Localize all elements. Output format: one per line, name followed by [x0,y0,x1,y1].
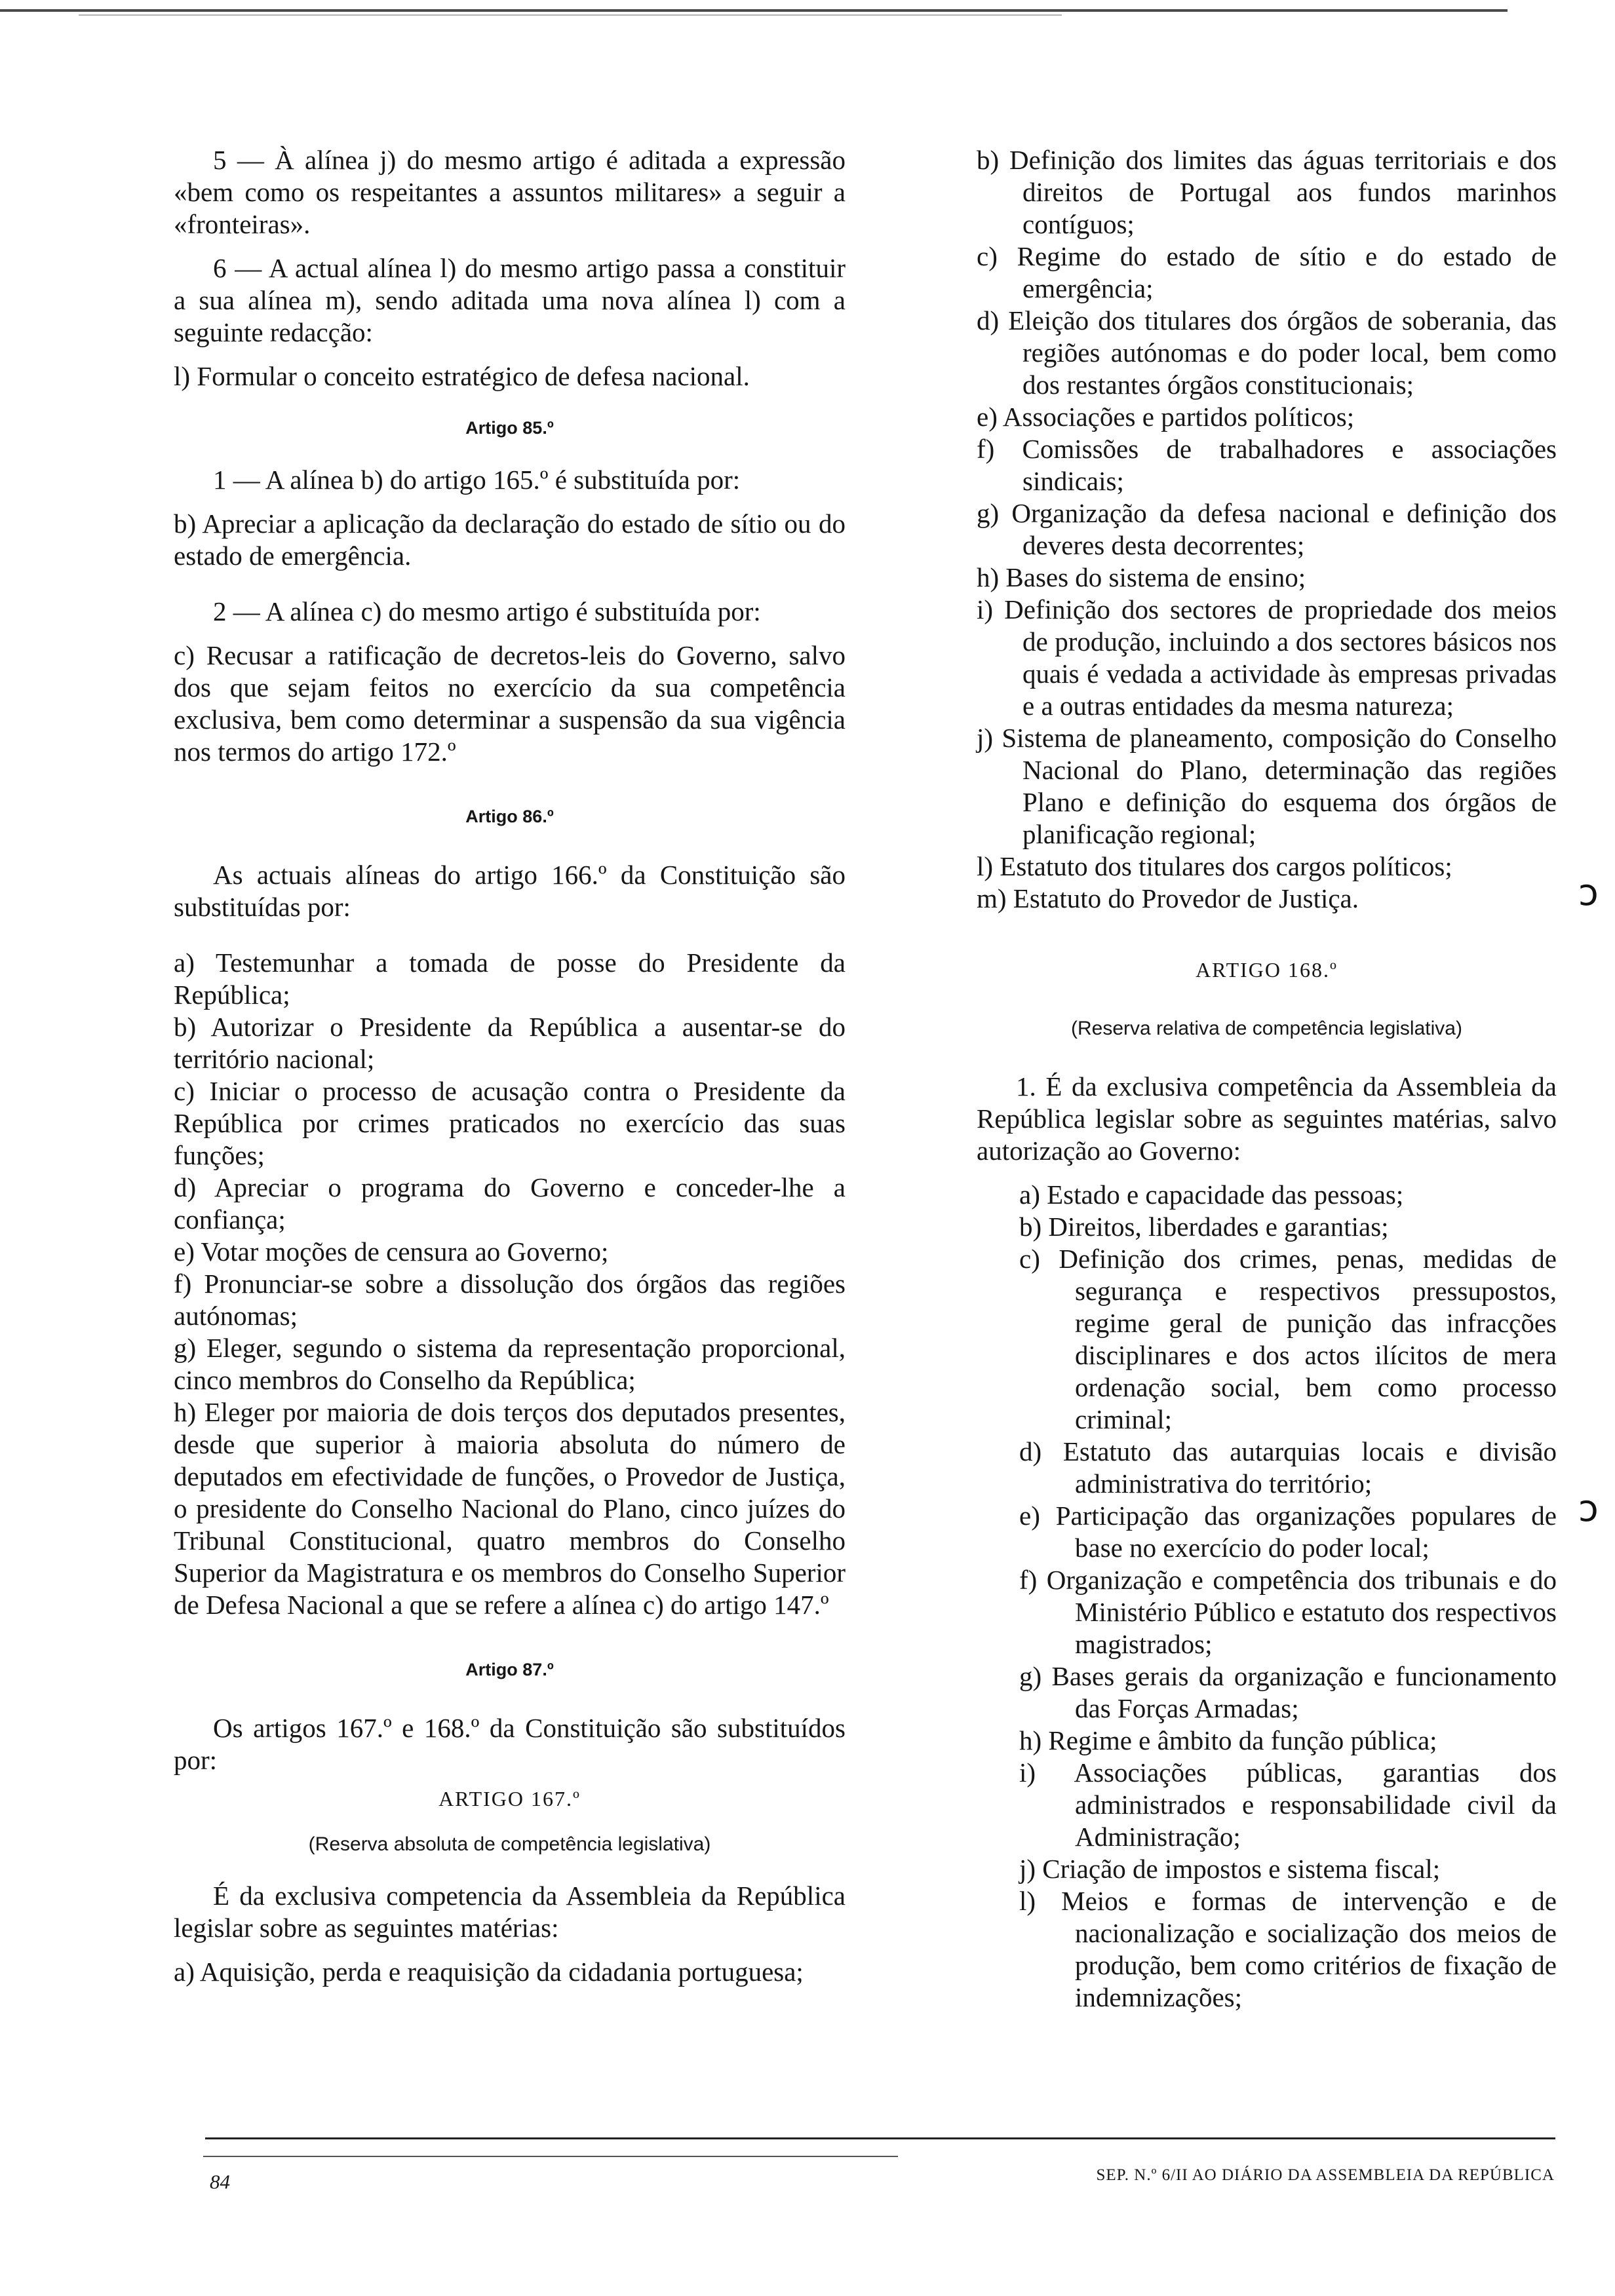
list-item: a) Aquisição, perda e reaquisição da cidadania portuguesa; [174,1957,804,1987]
list-item: g) Eleger, segundo o sistema da representação proporcional, cinco membros do Conselho da República; [174,1333,846,1395]
list-item: h) Regime e âmbito da função pública; [1019,1725,1437,1755]
paragraph: 1. É da exclusiva competência da Assembleia da República legislar sobre as seguintes matérias, salvo autorização ao Governo: [977,1071,1557,1166]
list-item: d) Apreciar o programa do Governo e conceder-lhe a confiança; [174,1172,846,1234]
article-heading: Artigo 87.º [465,1660,554,1679]
list-item: e) Votar moções de censura ao Governo; [174,1236,609,1267]
list-item: a) Testemunhar a tomada de posse do Presidente da República; [174,947,846,1010]
article-heading: Artigo 86.º [465,807,554,826]
list-item: i) Definição dos sectores de propriedade dos meios de produção, incluindo a dos sectores básicos nos quais é vedada a actividade às empresas privadas e a outras entidades da mesma natureza; [977,594,1557,721]
list-item: d) Estatuto das autarquias locais e divisão administrativa do território; [1019,1436,1557,1499]
page-number: 84 [210,2170,230,2193]
list-item: g) Bases gerais da organização e funcionamento das Forças Armadas; [1019,1661,1557,1723]
paragraph: 1 — A alínea b) do artigo 165.º é substituída por: [213,465,741,495]
list-item: h) Eleger por maioria de dois terços dos deputados presentes, desde que superior à maioria absoluta do número de deputados em efectividade de funções, o Provedor de Justiça, o presidente do Conselho Nacional do Plano, cinco juízes do Tribunal Constitucional, quatro membros do Conselho Superior da Magistratura e os membros do Conselho Superior de Defesa Nacional a que se refere a alínea c) do artigo 147.º [174,1397,846,1620]
paragraph: 6 — A actual alínea l) do mesmo artigo passa a constituir a sua alínea m), sendo aditada uma nova alínea l) com a seguinte redacção: [174,253,846,347]
list-item: h) Bases do sistema de ensino; [977,562,1306,592]
footer-rule [205,2137,1555,2139]
list-item: i) Associações públicas, garantias dos administrados e responsabilidade civil da Administração; [1019,1757,1557,1852]
list-item: a) Estado e capacidade das pessoas; [1019,1179,1404,1210]
paragraph: Os artigos 167.º e 168.º da Constituição são substituídos por: [174,1713,846,1775]
list-item: c) Definição dos crimes, penas, medidas de segurança e respectivos pressupostos, regime geral de punição das infracções disciplinares e dos actos ilícitos de mera ordenação social, bem como processo criminal; [1019,1244,1557,1434]
list-item: l) Meios e formas de intervenção e de nacionalização e socialização dos meios de produção, bem como critérios de fixação de indemnizações; [1019,1886,1557,2012]
scan-edge-top [0,9,1508,12]
quoted-clause: b) Apreciar a aplicação da declaração do estado de sítio ou do estado de emergência. [174,508,846,571]
list-item: c) Iniciar o processo de acusação contra o Presidente da República por crimes praticados no exercício das suas funções; [174,1076,846,1170]
article-subtitle: (Reserva relativa de competência legislativa) [1071,1018,1462,1039]
scan-edge-top-2 [79,14,1062,16]
article-heading: Artigo 85.º [465,418,554,438]
list-item: f) Organização e competência dos tribunais e do Ministério Público e estatuto dos respectivos magistrados; [1019,1565,1557,1659]
paragraph: 2 — A alínea c) do mesmo artigo é substituída por: [213,596,761,626]
article-subtitle: (Reserva absoluta de competência legislativa) [308,1833,711,1855]
article-number: ARTIGO 167.º [438,1787,581,1810]
list-item: f) Comissões de trabalhadores e associações sindicais; [977,434,1557,496]
paragraph: As actuais alíneas do artigo 166.º da Constituição são substituídas por: [174,860,846,922]
margin-mark: ↄ [1578,871,1599,914]
right-column [977,144,1557,2014]
list-item: l) Estatuto dos titulares dos cargos políticos; [977,851,1452,881]
running-title: SEP. N.º 6/II AO DIÁRIO DA ASSEMBLEIA DA REPÚBLICA [1096,2166,1555,2184]
footer-rule-2 [203,2156,898,2157]
list-item: j) Criação de impostos e sistema fiscal; [1019,1854,1441,1884]
list-item: b) Direitos, liberdades e garantias; [1019,1212,1389,1242]
list-item: j) Sistema de planeamento, composição do Conselho Nacional do Plano, determinação das regiões Plano e definição do esquema dos órgãos de planificação regional; [977,723,1557,849]
paragraph: É da exclusiva competencia da Assembleia da República legislar sobre as seguintes matérias: [174,1881,846,1943]
quoted-clause: c) Recusar a ratificação de decretos-leis do Governo, salvo dos que sejam feitos no exercício da sua competência exclusiva, bem como determinar a suspensão da sua vigência nos termos do artigo 172.º [174,640,846,767]
article-number: ARTIGO 168.º [1196,958,1338,982]
list-item: f) Pronunciar-se sobre a dissolução dos órgãos das regiões autónomas; [174,1269,846,1331]
list-item: g) Organização da defesa nacional e definição dos deveres desta decorrentes; [977,498,1557,560]
margin-mark: ↄ [1578,1487,1599,1530]
list-item: d) Eleição dos titulares dos órgãos de soberania, das regiões autónomas e do poder local, bem como dos restantes órgãos constitucionais; [977,305,1557,400]
list-item: c) Regime do estado de sítio e do estado de emergência; [977,241,1557,303]
left-column [174,144,846,1988]
list-item: m) Estatuto do Provedor de Justiça. [977,883,1359,913]
list-item: b) Autorizar o Presidente da República a ausentar-se do território nacional; [174,1012,846,1074]
list-item: e) Participação das organizações populares de base no exercício do poder local; [1019,1501,1557,1563]
list-item: e) Associações e partidos políticos; [977,402,1355,432]
quoted-clause: l) Formular o conceito estratégico de defesa nacional. [174,361,750,391]
paragraph: 5 — À alínea j) do mesmo artigo é aditada a expressão «bem como os respeitantes a assuntos militares» a seguir a «fronteiras». [174,145,846,239]
list-item: b) Definição dos limites das águas territoriais e dos direitos de Portugal aos fundos marinhos contíguos; [977,145,1557,239]
